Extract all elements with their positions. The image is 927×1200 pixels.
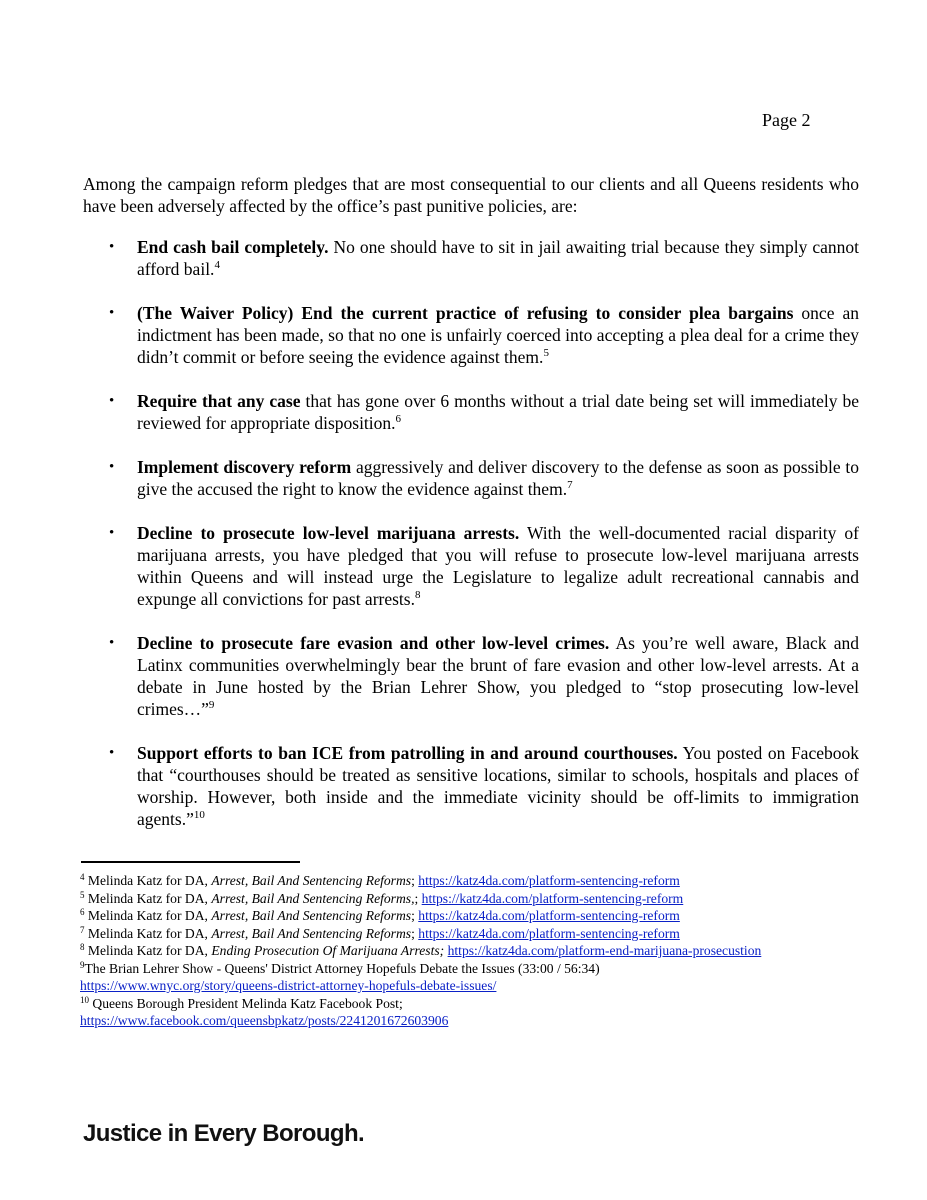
pledge-heading: (The Waiver Policy) End the current practice of refusing to consider plea bargains bbox=[137, 303, 794, 323]
pledge-item bbox=[83, 456, 859, 500]
intro-paragraph: Among the campaign reform pledges that are most consequential to our clients and all Queens residents who have been adversely affected by the office’s past punitive policies, are: bbox=[83, 174, 859, 216]
footnote-link[interactable]: https://katz4da.com/platform-sentencing-reform bbox=[418, 908, 680, 923]
footnote-link[interactable]: https://katz4da.com/platform-end-marijuana-prosecustion bbox=[447, 943, 762, 958]
pledge-text: No one should have to sit in jail awaiting trial because they simply cannot afford bail. bbox=[137, 237, 860, 279]
footnote-link[interactable]: https://katz4da.com/platform-sentencing-reform bbox=[418, 873, 680, 888]
footnote-title: Arrest, Bail And Sentencing Reforms bbox=[211, 908, 412, 923]
pledge-heading: Support efforts to ban ICE from patrolling in and around courthouses. bbox=[137, 743, 678, 763]
footnote-title: Arrest, Bail And Sentencing Reforms, bbox=[211, 890, 415, 906]
pledge-text: that has gone over 6 months without a trial date being set will immediately be reviewed for appropriate disposition. bbox=[137, 391, 860, 433]
footnote-title: Arrest, Bail And Sentencing Reforms bbox=[211, 925, 412, 941]
footnote-lead: Melinda Katz for DA, bbox=[84, 943, 212, 958]
pledge-text: once an indictment has been made, so that no one is unfairly coerced into accepting a plea deal for a crime they didn’t commit or before seeing the evidence against them. bbox=[137, 303, 859, 367]
footnote-ref[interactable]: 9 bbox=[208, 699, 215, 711]
bullet-dot-icon: • bbox=[109, 393, 115, 409]
footnote-ref[interactable]: 6 bbox=[395, 413, 402, 425]
footnote-number: 10 bbox=[80, 994, 89, 1005]
pledge-item bbox=[83, 632, 859, 720]
footnote-title: Arrest, Bail And Sentencing Reforms bbox=[211, 873, 412, 888]
pledge-text: aggressively and deliver discovery to the defense as soon as possible to give the accused the right to know the evidence against them. bbox=[137, 457, 859, 499]
footnote-lead: Melinda Katz for DA, bbox=[84, 908, 212, 923]
footnote-ref[interactable]: 7 bbox=[567, 479, 573, 491]
pledge-item bbox=[83, 522, 859, 610]
pledge-heading: Decline to prosecute low-level marijuana arrests. bbox=[137, 523, 520, 543]
pledge-item bbox=[83, 742, 859, 830]
footnote-item bbox=[80, 995, 860, 1030]
footnote-divider bbox=[81, 861, 300, 863]
pledge-text: You posted on Facebook that “courthouses should be treated as sensitive locations, similar to schools, hospitals and places of worship. However, both inside and the immediate vicinity should be off-limits to immigration agents.” bbox=[137, 743, 859, 829]
pledge-text: With the well-documented racial disparity of marijuana arrests, you have pledged that you will refuse to prosecute low-level marijuana arrests within Queens and will instead urge the Legislature to legalize adult recreational cannabis and expunge all convictions for past arrests. bbox=[137, 523, 860, 609]
footnote-number: 8 bbox=[80, 942, 85, 952]
pledge-heading: Require that any case bbox=[137, 391, 301, 411]
pledge-item bbox=[83, 302, 859, 368]
bullet-dot-icon: • bbox=[109, 239, 115, 255]
footnote-lead: Melinda Katz for DA, bbox=[84, 873, 212, 888]
footnote-number: 5 bbox=[80, 889, 85, 900]
footnote-link[interactable]: https://katz4da.com/platform-sentencing-reform bbox=[421, 890, 684, 906]
bullet-dot-icon: • bbox=[109, 745, 115, 761]
footnote-separator: ; bbox=[411, 925, 419, 941]
footnote-item bbox=[80, 872, 860, 890]
footnote-item bbox=[80, 907, 860, 925]
footnote-separator: ; bbox=[411, 873, 419, 888]
pledge-heading: End cash bail completely. bbox=[137, 237, 329, 257]
footnote-item bbox=[80, 925, 860, 943]
footnote-item bbox=[80, 890, 860, 908]
bullet-dot-icon: • bbox=[109, 635, 115, 651]
footnote-link[interactable]: https://www.facebook.com/queensbpkatz/posts/2241201672603906 bbox=[80, 1013, 449, 1028]
footnotes bbox=[80, 872, 860, 1030]
footer-tagline: Justice in Every Borough. bbox=[83, 1120, 365, 1147]
bullet-dot-icon: • bbox=[109, 525, 115, 541]
pledge-item bbox=[83, 236, 859, 280]
footnote-lead: The Brian Lehrer Show - Queens' District Attorney Hopefuls Debate the Issues (33:00 / 56:34) bbox=[84, 960, 600, 976]
footnote-item bbox=[80, 942, 860, 960]
pledge-heading: Implement discovery reform bbox=[137, 457, 352, 477]
footnote-item bbox=[80, 960, 860, 995]
footnote-lead: Queens Borough President Melinda Katz Facebook Post; bbox=[89, 995, 403, 1011]
footnote-number: 9 bbox=[80, 959, 85, 970]
page-number: Page 2 bbox=[762, 110, 811, 130]
footnote-number: 6 bbox=[80, 907, 85, 917]
footnote-ref[interactable]: 8 bbox=[414, 589, 421, 601]
footnote-ref[interactable]: 10 bbox=[193, 809, 205, 821]
footnote-ref[interactable]: 5 bbox=[543, 347, 549, 359]
footnote-lead: Melinda Katz for DA, bbox=[84, 925, 212, 941]
footnote-link[interactable]: https://www.wnyc.org/story/queens-district-attorney-hopefuls-debate-issues/ bbox=[80, 978, 497, 993]
pledge-text: As you’re well aware, Black and Latinx communities overwhelmingly bear the brunt of fare evasion and other low-level arrests. At a debate in June hosted by the Brian Lehrer Show, you pledged to “stop prosecuting low-level crimes…” bbox=[137, 633, 860, 719]
footnote-number: 4 bbox=[80, 872, 85, 882]
pledge-item bbox=[83, 390, 859, 434]
footnote-lead: Melinda Katz for DA, bbox=[84, 890, 212, 906]
pledge-heading: Decline to prosecute fare evasion and other low-level crimes. bbox=[137, 633, 610, 653]
bullet-dot-icon: • bbox=[109, 459, 115, 475]
footnote-separator: ; bbox=[414, 890, 422, 906]
pledge-list bbox=[83, 236, 859, 852]
footnote-link[interactable]: https://katz4da.com/platform-sentencing-reform bbox=[418, 925, 680, 941]
bullet-dot-icon: • bbox=[109, 305, 115, 321]
footnote-separator: ; bbox=[411, 908, 419, 923]
footnote-ref[interactable]: 4 bbox=[214, 259, 220, 271]
footnote-title: Ending Prosecution Of Marijuana Arrests; bbox=[211, 943, 445, 958]
footnote-number: 7 bbox=[80, 924, 85, 935]
